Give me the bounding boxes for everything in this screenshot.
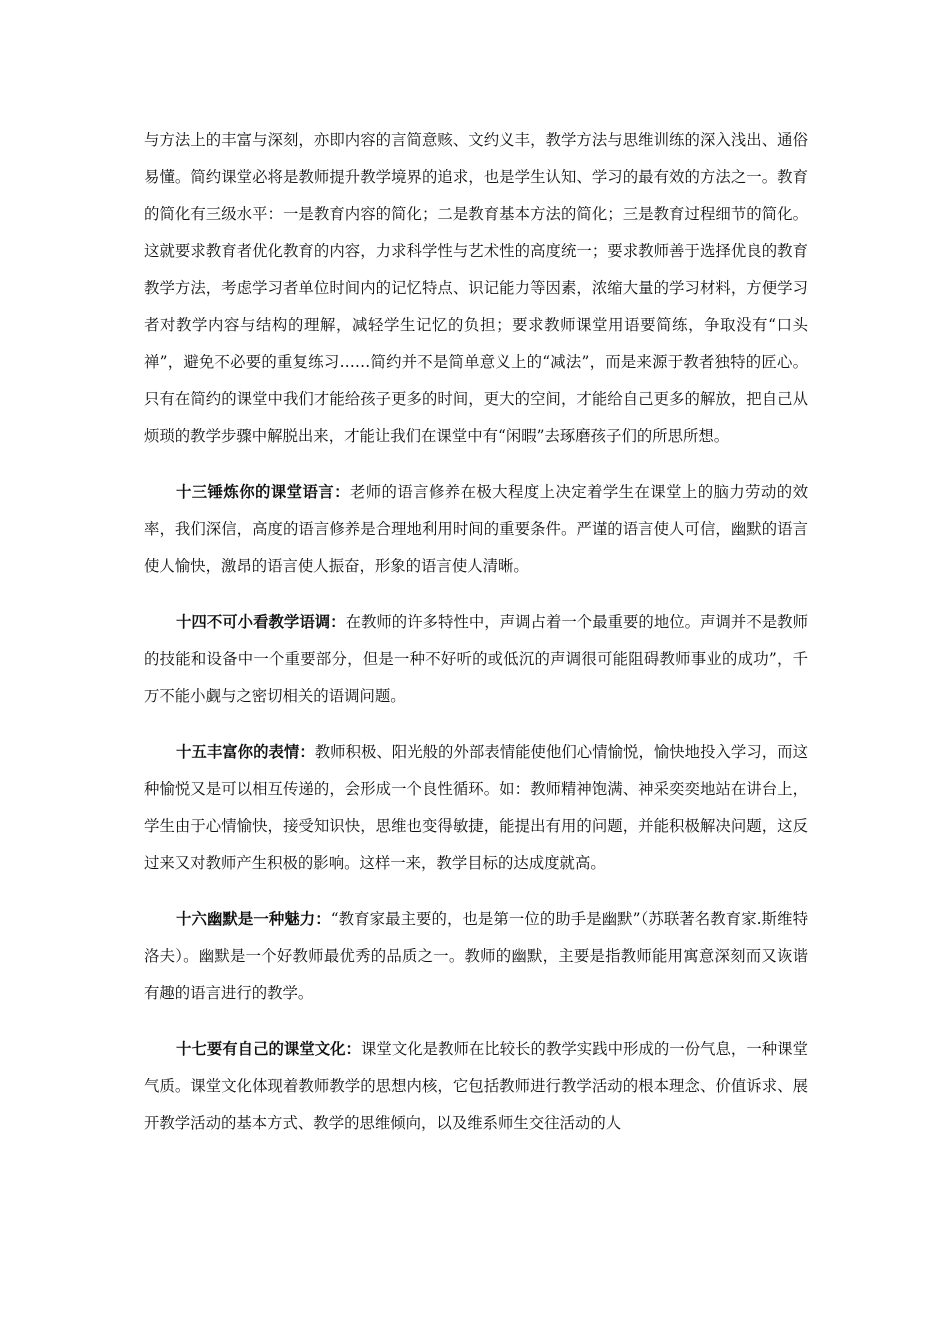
- paragraph-body: 教师积极、阳光般的外部表情能使他们心情愉悦，愉快地投入学习，而这种愉悦又是可以相互传递的，会形成一个良性循环。如：教师精神饱满、神采奕奕地站在讲台上，学生由于心情愉快，接受知识快，思维也变得敏捷，能提出有用的问题，并能积极解决问题，这反过来又对教师产生积极的影响。这样一来，教学目标的达成度就高。: [144, 743, 808, 872]
- paragraph-15-expressions: [144, 734, 808, 882]
- paragraph-14-teaching-tone: [144, 604, 808, 715]
- paragraph-simple-classroom: [144, 122, 808, 455]
- paragraph-heading: 十四不可小看教学语调：: [176, 613, 346, 631]
- paragraph-16-humor: [144, 901, 808, 1012]
- paragraph-gap: [144, 585, 808, 604]
- paragraph-13-classroom-language: [144, 474, 808, 585]
- paragraph-body: 课堂文化是教师在比较长的教学实践中形成的一份气息，一种课堂气质。课堂文化体现着教师教学的思想内核，它包括教师进行教学活动的根本理念、价值诉求、展开教学活动的基本方式、教学的思维倾向，以及维系师生交往活动的人: [144, 1040, 808, 1132]
- paragraph-gap: [144, 455, 808, 474]
- paragraph-17-classroom-culture: [144, 1031, 808, 1142]
- document-page: [144, 122, 808, 1142]
- paragraph-body: “教育家最主要的，也是第一位的助手是幽默”（苏联著名教育家.斯维特洛夫）。幽默是一个好教师最优秀的品质之一。教师的幽默，主要是指教师能用寓意深刻而又诙谐有趣的语言进行的教学。: [144, 910, 808, 1002]
- paragraph-body: 与方法上的丰富与深刻，亦即内容的言简意赅、文约义丰，教学方法与思维训练的深入浅出、通俗易懂。简约课堂必将是教师提升教学境界的追求，也是学生认知、学习的最有效的方法之一。教育的简化有三级水平：一是教育内容的简化；二是教育基本方法的简化；三是教育过程细节的简化。这就要求教育者优化教育的内容，力求科学性与艺术性的高度统一；要求教师善于选择优良的教育教学方法，考虑学习者单位时间内的记忆特点、识记能力等因素，浓缩大量的学习材料，方便学习者对教学内容与结构的理解，减轻学生记忆的负担；要求教师课堂用语要简练，争取没有“口头禅”，避免不必要的重复练习……简约并不是简单意义上的“减法”，而是来源于教者独特的匠心。只有在简约的课堂中我们才能给孩子更多的时间，更大的空间，才能给自己更多的解放，把自己从烦琐的教学步骤中解脱出来，才能让我们在课堂中有“闲暇”去琢磨孩子们的所思所想。: [144, 131, 808, 445]
- paragraph-body: 在教师的许多特性中，声调占着一个最重要的地位。声调并不是教师的技能和设备中一个重要部分，但是一种不好听的或低沉的声调很可能阻碍教师事业的成功”，千万不能小觑与之密切相关的语调问题。: [144, 613, 808, 705]
- paragraph-heading: 十七要有自己的课堂文化：: [176, 1040, 361, 1058]
- paragraph-heading: 十六幽默是一种魅力：: [176, 910, 331, 928]
- paragraph-gap: [144, 882, 808, 901]
- paragraph-heading: 十三锤炼你的课堂语言：: [176, 483, 350, 501]
- paragraph-heading: 十五丰富你的表情：: [176, 743, 315, 761]
- paragraph-gap: [144, 1012, 808, 1031]
- paragraph-gap: [144, 715, 808, 734]
- paragraph-body: 老师的语言修养在极大程度上决定着学生在课堂上的脑力劳动的效率，我们深信，高度的语言修养是合理地利用时间的重要条件。严谨的语言使人可信，幽默的语言使人愉快，激昂的语言使人振奋，形象的语言使人清晰。: [144, 483, 808, 575]
